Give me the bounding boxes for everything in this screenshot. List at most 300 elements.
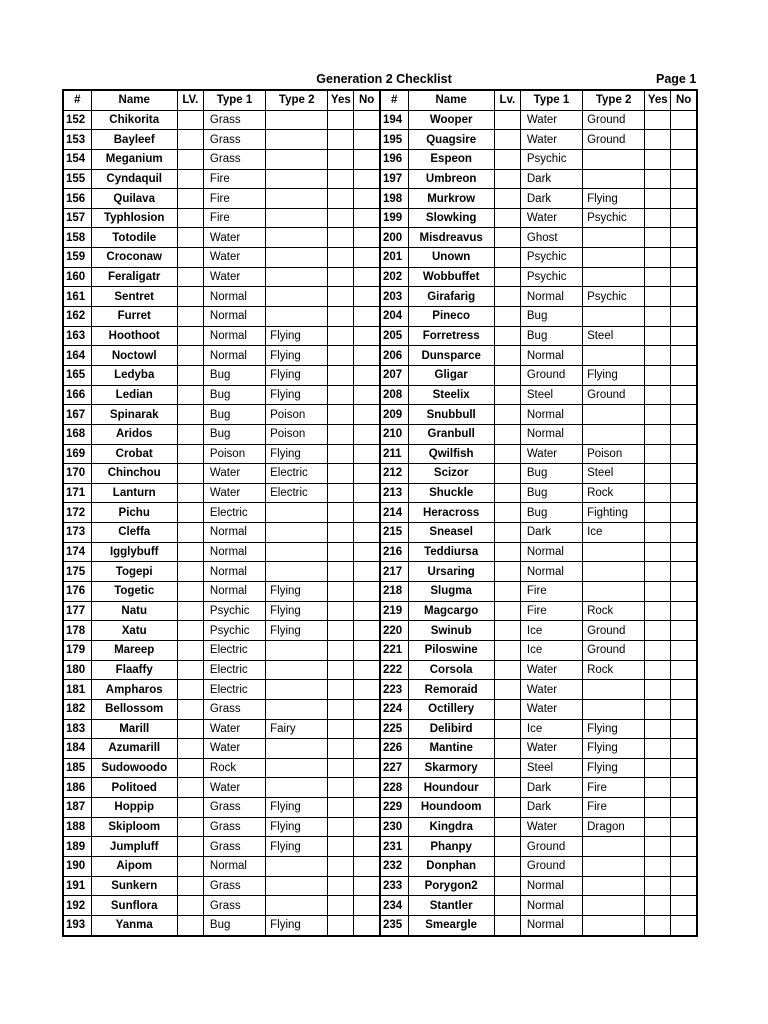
yes-checkbox-cell[interactable] [328,601,354,621]
no-checkbox-cell[interactable] [671,267,697,287]
no-checkbox-cell[interactable] [354,464,380,484]
pokemon-name: Delibird [408,719,494,739]
yes-checkbox-cell[interactable] [328,464,354,484]
yes-checkbox-cell[interactable] [645,640,671,660]
level-cell[interactable] [177,208,203,228]
no-checkbox-cell[interactable] [354,915,380,935]
yes-checkbox-cell[interactable] [645,228,671,248]
yes-checkbox-cell[interactable] [328,385,354,405]
pokemon-name: Scizor [408,464,494,484]
level-cell[interactable] [494,149,520,169]
yes-checkbox-cell[interactable] [328,326,354,346]
pokemon-name: Murkrow [408,189,494,209]
no-checkbox-cell[interactable] [671,405,697,425]
no-checkbox-cell[interactable] [354,817,380,837]
no-checkbox-cell[interactable] [354,130,380,150]
yes-checkbox-cell[interactable] [328,562,354,582]
level-cell[interactable] [494,739,520,759]
level-cell[interactable] [494,601,520,621]
pokemon-name: Jumpluff [91,837,177,857]
level-cell[interactable] [177,385,203,405]
no-checkbox-cell[interactable] [354,660,380,680]
yes-checkbox-cell[interactable] [328,582,354,602]
type1-cell: Normal [203,582,265,602]
level-cell[interactable] [494,915,520,935]
yes-checkbox-cell[interactable] [645,817,671,837]
no-checkbox-cell[interactable] [354,365,380,385]
yes-checkbox-cell[interactable] [645,346,671,366]
no-checkbox-cell[interactable] [354,248,380,268]
table-row [63,346,697,366]
no-checkbox-cell[interactable] [671,464,697,484]
no-checkbox-cell[interactable] [354,110,380,130]
level-cell[interactable] [494,542,520,562]
no-checkbox-cell[interactable] [354,837,380,857]
level-cell[interactable] [494,464,520,484]
no-checkbox-cell[interactable] [354,758,380,778]
yes-checkbox-cell[interactable] [645,405,671,425]
no-checkbox-cell[interactable] [354,228,380,248]
yes-checkbox-cell[interactable] [328,778,354,798]
yes-checkbox-cell[interactable] [328,856,354,876]
no-checkbox-cell[interactable] [671,778,697,798]
no-checkbox-cell[interactable] [354,523,380,543]
no-checkbox-cell[interactable] [671,326,697,346]
type2-cell: Electric [266,464,328,484]
table-row [63,464,697,484]
level-cell[interactable] [494,444,520,464]
no-checkbox-cell[interactable] [671,660,697,680]
level-cell[interactable] [177,582,203,602]
no-checkbox-cell[interactable] [671,503,697,523]
no-checkbox-cell[interactable] [671,562,697,582]
no-checkbox-cell[interactable] [354,307,380,327]
no-checkbox-cell[interactable] [354,562,380,582]
table-row [63,542,697,562]
no-checkbox-cell[interactable] [671,444,697,464]
level-cell[interactable] [177,365,203,385]
level-cell[interactable] [177,287,203,307]
level-cell[interactable] [494,798,520,818]
yes-checkbox-cell[interactable] [328,424,354,444]
level-cell[interactable] [177,719,203,739]
type1-cell: Ghost [520,228,582,248]
yes-checkbox-cell[interactable] [328,876,354,896]
type1-cell: Steel [520,385,582,405]
level-cell[interactable] [494,523,520,543]
no-checkbox-cell[interactable] [671,208,697,228]
no-checkbox-cell[interactable] [671,385,697,405]
level-cell[interactable] [177,856,203,876]
yes-checkbox-cell[interactable] [645,385,671,405]
no-checkbox-cell[interactable] [354,424,380,444]
level-cell[interactable] [494,228,520,248]
no-checkbox-cell[interactable] [671,915,697,935]
yes-checkbox-cell[interactable] [328,483,354,503]
no-checkbox-cell[interactable] [354,876,380,896]
yes-checkbox-cell[interactable] [328,640,354,660]
yes-checkbox-cell[interactable] [328,523,354,543]
yes-checkbox-cell[interactable] [328,365,354,385]
level-cell[interactable] [177,601,203,621]
yes-checkbox-cell[interactable] [645,110,671,130]
type2-cell: Rock [583,660,645,680]
yes-checkbox-cell[interactable] [645,424,671,444]
yes-checkbox-cell[interactable] [328,680,354,700]
no-checkbox-cell[interactable] [671,248,697,268]
yes-checkbox-cell[interactable] [328,228,354,248]
dex-number: 204 [380,307,408,327]
level-cell[interactable] [494,169,520,189]
type2-cell [266,542,328,562]
level-cell[interactable] [177,817,203,837]
dex-number: 212 [380,464,408,484]
no-checkbox-cell[interactable] [671,699,697,719]
no-checkbox-cell[interactable] [354,444,380,464]
level-cell[interactable] [177,326,203,346]
level-cell[interactable] [177,837,203,857]
pokemon-name: Crobat [91,444,177,464]
table-row [63,896,697,916]
no-checkbox-cell[interactable] [354,739,380,759]
yes-checkbox-cell[interactable] [645,464,671,484]
yes-checkbox-cell[interactable] [645,503,671,523]
yes-checkbox-cell[interactable] [645,719,671,739]
yes-checkbox-cell[interactable] [328,287,354,307]
no-checkbox-cell[interactable] [354,621,380,641]
pokemon-name: Mantine [408,739,494,759]
yes-checkbox-cell[interactable] [645,365,671,385]
dex-number: 214 [380,503,408,523]
yes-checkbox-cell[interactable] [328,896,354,916]
level-cell[interactable] [177,503,203,523]
level-cell[interactable] [494,817,520,837]
yes-checkbox-cell[interactable] [645,130,671,150]
level-cell[interactable] [177,169,203,189]
level-cell[interactable] [177,699,203,719]
level-cell[interactable] [177,680,203,700]
yes-checkbox-cell[interactable] [328,149,354,169]
level-cell[interactable] [177,189,203,209]
yes-checkbox-cell[interactable] [645,680,671,700]
yes-checkbox-cell[interactable] [645,562,671,582]
no-checkbox-cell[interactable] [354,640,380,660]
level-cell[interactable] [177,523,203,543]
no-checkbox-cell[interactable] [354,346,380,366]
yes-checkbox-cell[interactable] [328,208,354,228]
no-checkbox-cell[interactable] [354,483,380,503]
level-cell[interactable] [494,208,520,228]
level-cell[interactable] [494,503,520,523]
yes-checkbox-cell[interactable] [328,169,354,189]
yes-checkbox-cell[interactable] [328,346,354,366]
no-checkbox-cell[interactable] [671,896,697,916]
level-cell[interactable] [177,110,203,130]
no-checkbox-cell[interactable] [354,896,380,916]
level-cell[interactable] [177,424,203,444]
no-checkbox-cell[interactable] [354,326,380,346]
level-cell[interactable] [494,640,520,660]
level-cell[interactable] [494,699,520,719]
level-cell[interactable] [494,758,520,778]
no-checkbox-cell[interactable] [354,856,380,876]
level-cell[interactable] [177,562,203,582]
level-cell[interactable] [177,542,203,562]
type2-cell: Ground [583,130,645,150]
type2-cell: Steel [583,464,645,484]
no-checkbox-cell[interactable] [354,699,380,719]
level-cell[interactable] [494,896,520,916]
level-cell[interactable] [177,149,203,169]
level-cell[interactable] [494,267,520,287]
yes-checkbox-cell[interactable] [328,542,354,562]
level-cell[interactable] [494,719,520,739]
yes-checkbox-cell[interactable] [645,287,671,307]
level-cell[interactable] [177,346,203,366]
level-cell[interactable] [494,307,520,327]
yes-checkbox-cell[interactable] [645,582,671,602]
yes-checkbox-cell[interactable] [328,307,354,327]
level-cell[interactable] [494,778,520,798]
type2-cell: Flying [266,582,328,602]
yes-checkbox-cell[interactable] [328,110,354,130]
level-cell[interactable] [177,444,203,464]
pokemon-name: Politoed [91,778,177,798]
level-cell[interactable] [177,876,203,896]
yes-checkbox-cell[interactable] [645,208,671,228]
level-cell[interactable] [177,640,203,660]
level-cell[interactable] [494,856,520,876]
no-checkbox-cell[interactable] [671,719,697,739]
level-cell[interactable] [177,405,203,425]
level-cell[interactable] [494,189,520,209]
yes-checkbox-cell[interactable] [328,130,354,150]
no-checkbox-cell[interactable] [671,110,697,130]
no-checkbox-cell[interactable] [671,542,697,562]
dex-number: 168 [63,424,91,444]
level-cell[interactable] [494,837,520,857]
yes-checkbox-cell[interactable] [328,621,354,641]
yes-checkbox-cell[interactable] [328,817,354,837]
table-row [63,483,697,503]
yes-checkbox-cell[interactable] [645,483,671,503]
yes-checkbox-cell[interactable] [645,896,671,916]
no-checkbox-cell[interactable] [671,601,697,621]
no-checkbox-cell[interactable] [671,228,697,248]
yes-checkbox-cell[interactable] [328,915,354,935]
type1-cell: Grass [203,149,265,169]
no-checkbox-cell[interactable] [354,189,380,209]
no-checkbox-cell[interactable] [354,405,380,425]
level-cell[interactable] [494,483,520,503]
level-cell[interactable] [177,739,203,759]
type2-cell [266,523,328,543]
yes-checkbox-cell[interactable] [645,621,671,641]
type2-cell [583,582,645,602]
no-checkbox-cell[interactable] [671,856,697,876]
yes-checkbox-cell[interactable] [645,699,671,719]
pokemon-name: Hoppip [91,798,177,818]
yes-checkbox-cell[interactable] [645,169,671,189]
type1-cell: Water [520,130,582,150]
level-cell[interactable] [177,915,203,935]
pokemon-name: Phanpy [408,837,494,857]
no-checkbox-cell[interactable] [671,876,697,896]
table-row [63,424,697,444]
level-cell[interactable] [177,228,203,248]
yes-checkbox-cell[interactable] [645,444,671,464]
no-checkbox-cell[interactable] [354,267,380,287]
level-cell[interactable] [494,582,520,602]
yes-checkbox-cell[interactable] [328,837,354,857]
yes-checkbox-cell[interactable] [645,601,671,621]
no-checkbox-cell[interactable] [354,169,380,189]
yes-checkbox-cell[interactable] [328,699,354,719]
level-cell[interactable] [494,248,520,268]
type1-cell: Grass [203,896,265,916]
no-checkbox-cell[interactable] [671,739,697,759]
no-checkbox-cell[interactable] [671,169,697,189]
no-checkbox-cell[interactable] [671,149,697,169]
yes-checkbox-cell[interactable] [645,523,671,543]
yes-checkbox-cell[interactable] [645,326,671,346]
level-cell[interactable] [494,130,520,150]
no-checkbox-cell[interactable] [671,483,697,503]
type1-cell: Dark [520,523,582,543]
level-cell[interactable] [494,365,520,385]
no-checkbox-cell[interactable] [354,503,380,523]
type2-cell [266,640,328,660]
type2-cell: Flying [583,739,645,759]
no-checkbox-cell[interactable] [671,798,697,818]
no-checkbox-cell[interactable] [671,817,697,837]
level-cell[interactable] [494,562,520,582]
no-checkbox-cell[interactable] [671,758,697,778]
level-cell[interactable] [177,130,203,150]
yes-checkbox-cell[interactable] [645,660,671,680]
level-cell[interactable] [494,680,520,700]
no-checkbox-cell[interactable] [354,385,380,405]
yes-checkbox-cell[interactable] [328,189,354,209]
level-cell[interactable] [177,660,203,680]
yes-checkbox-cell[interactable] [645,149,671,169]
yes-checkbox-cell[interactable] [328,719,354,739]
yes-checkbox-cell[interactable] [645,856,671,876]
yes-checkbox-cell[interactable] [645,876,671,896]
no-checkbox-cell[interactable] [671,189,697,209]
level-cell[interactable] [494,326,520,346]
type2-cell [266,287,328,307]
level-cell[interactable] [177,248,203,268]
no-checkbox-cell[interactable] [354,287,380,307]
level-cell[interactable] [177,307,203,327]
no-checkbox-cell[interactable] [354,778,380,798]
yes-checkbox-cell[interactable] [645,739,671,759]
pokemon-name: Magcargo [408,601,494,621]
level-cell[interactable] [494,424,520,444]
no-checkbox-cell[interactable] [671,523,697,543]
yes-checkbox-cell[interactable] [645,307,671,327]
level-cell[interactable] [177,267,203,287]
no-checkbox-cell[interactable] [671,424,697,444]
table-row [63,719,697,739]
level-cell[interactable] [177,464,203,484]
no-checkbox-cell[interactable] [671,346,697,366]
yes-checkbox-cell[interactable] [328,739,354,759]
no-checkbox-cell[interactable] [671,680,697,700]
no-checkbox-cell[interactable] [671,582,697,602]
level-cell[interactable] [177,758,203,778]
yes-checkbox-cell[interactable] [645,837,671,857]
yes-checkbox-cell[interactable] [328,660,354,680]
dex-number: 235 [380,915,408,935]
yes-checkbox-cell[interactable] [645,758,671,778]
level-cell[interactable] [494,660,520,680]
dex-number: 206 [380,346,408,366]
level-cell[interactable] [177,483,203,503]
no-checkbox-cell[interactable] [354,582,380,602]
no-checkbox-cell[interactable] [671,130,697,150]
no-checkbox-cell[interactable] [354,208,380,228]
yes-checkbox-cell[interactable] [328,758,354,778]
pokemon-name: Aridos [91,424,177,444]
type2-cell [266,149,328,169]
no-checkbox-cell[interactable] [671,287,697,307]
pokemon-name: Azumarill [91,739,177,759]
dex-number: 208 [380,385,408,405]
level-cell[interactable] [494,621,520,641]
level-cell[interactable] [494,385,520,405]
yes-checkbox-cell[interactable] [645,798,671,818]
no-checkbox-cell[interactable] [671,837,697,857]
no-checkbox-cell[interactable] [354,542,380,562]
yes-checkbox-cell[interactable] [645,542,671,562]
no-checkbox-cell[interactable] [354,798,380,818]
level-cell[interactable] [494,287,520,307]
type1-cell: Water [520,680,582,700]
yes-checkbox-cell[interactable] [328,405,354,425]
no-checkbox-cell[interactable] [671,365,697,385]
yes-checkbox-cell[interactable] [645,267,671,287]
yes-checkbox-cell[interactable] [328,267,354,287]
yes-checkbox-cell[interactable] [645,915,671,935]
level-cell[interactable] [177,896,203,916]
no-checkbox-cell[interactable] [354,680,380,700]
level-cell[interactable] [494,876,520,896]
yes-checkbox-cell[interactable] [645,778,671,798]
no-checkbox-cell[interactable] [354,149,380,169]
level-cell[interactable] [177,798,203,818]
type1-cell: Bug [203,424,265,444]
level-cell[interactable] [494,110,520,130]
level-cell[interactable] [494,346,520,366]
no-checkbox-cell[interactable] [354,601,380,621]
level-cell[interactable] [177,778,203,798]
no-checkbox-cell[interactable] [354,719,380,739]
yes-checkbox-cell[interactable] [645,248,671,268]
level-cell[interactable] [494,405,520,425]
no-checkbox-cell[interactable] [671,307,697,327]
no-checkbox-cell[interactable] [671,621,697,641]
yes-checkbox-cell[interactable] [328,798,354,818]
type2-cell [583,837,645,857]
yes-checkbox-cell[interactable] [328,503,354,523]
yes-checkbox-cell[interactable] [328,444,354,464]
yes-checkbox-cell[interactable] [328,248,354,268]
level-cell[interactable] [177,621,203,641]
no-checkbox-cell[interactable] [671,640,697,660]
yes-checkbox-cell[interactable] [645,189,671,209]
